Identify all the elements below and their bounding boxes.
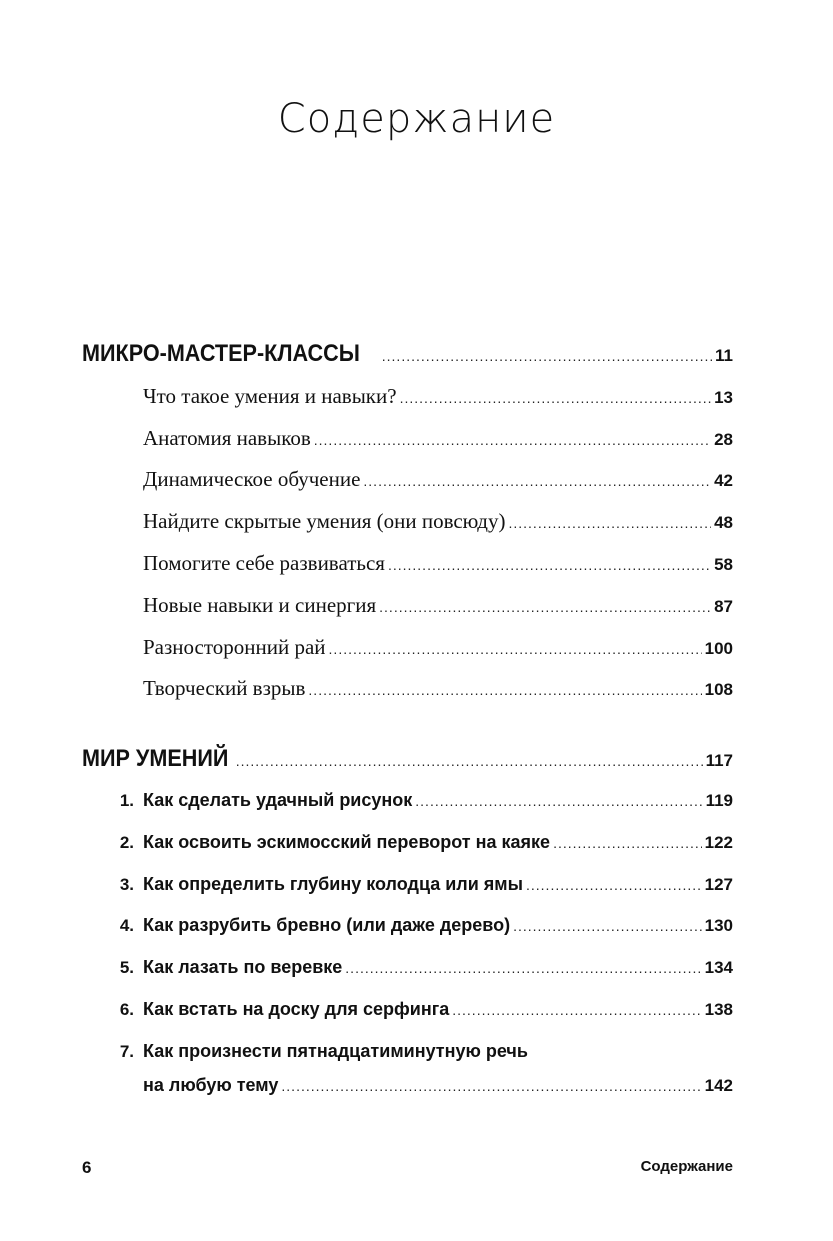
dot-leader (526, 877, 702, 893)
toc-item[interactable] (143, 551, 733, 576)
item-number: 4. (119, 916, 134, 935)
toc-item-title: Анатомия навыков (143, 426, 311, 450)
page-number: 13 (714, 388, 733, 407)
toc-item-title: Новые навыки и синергия (143, 593, 377, 617)
toc-item[interactable] (143, 635, 733, 660)
toc-item-title: Как лазать по веревке (143, 957, 343, 977)
toc-item-title: Как встать на доску для серфинга (143, 999, 450, 1019)
toc-item-title: Как освоить эскимосский переворот на каяке (143, 832, 551, 852)
page-number: 138 (704, 1000, 733, 1019)
toc-item[interactable] (143, 874, 733, 895)
dot-leader (400, 390, 712, 406)
page-number: 130 (704, 916, 733, 935)
toc-section[interactable] (82, 340, 733, 368)
toc-item-title: Как определить глубину колодца или ямы (143, 874, 523, 894)
page-number: 108 (704, 680, 733, 699)
page-number: 122 (704, 833, 733, 852)
toc-item-title: Найдите скрытые умения (они повсюду) (143, 509, 506, 533)
toc-item-title: Творческий взрыв (143, 676, 306, 700)
dot-leader (508, 515, 711, 531)
item-number: 6. (119, 1000, 134, 1019)
dot-leader (236, 753, 703, 769)
toc-item-title-line1[interactable]: Как произнести пятнадцатиминутную речь (143, 1041, 528, 1061)
toc-item[interactable] (143, 509, 733, 534)
dot-leader (314, 432, 711, 448)
dot-leader (553, 835, 702, 851)
page-number: 100 (704, 639, 733, 658)
section-title: МИР УМЕНИЙ (82, 745, 229, 772)
toc-item[interactable] (143, 384, 733, 409)
toc-item[interactable] (143, 467, 733, 492)
dot-leader (452, 1002, 701, 1018)
page-number: 42 (714, 471, 733, 490)
toc-item-title: Как сделать удачный рисунок (143, 790, 413, 810)
page-number: 58 (714, 555, 733, 574)
toc-item[interactable] (143, 593, 733, 618)
toc-item-title: Разносторонний рай (143, 635, 326, 659)
dot-leader (388, 557, 711, 573)
toc-item[interactable] (143, 915, 733, 936)
dot-leader (363, 473, 711, 489)
toc-item[interactable] (143, 426, 733, 451)
page-number: 142 (704, 1076, 733, 1095)
dot-leader (281, 1078, 701, 1094)
toc-section[interactable] (82, 745, 733, 773)
toc-item[interactable] (143, 676, 733, 701)
page-number: 87 (714, 597, 733, 616)
item-number: 3. (119, 875, 134, 894)
toc-item-title: Что такое умения и навыки? (143, 384, 397, 408)
dot-leader (382, 348, 712, 364)
toc-item-title: Как разрубить бревно (или даже дерево) (143, 915, 511, 935)
dot-leader (415, 793, 702, 809)
toc-item-title: Динамическое обучение (143, 467, 361, 491)
page-number: 48 (714, 513, 733, 532)
item-number: 1. (119, 791, 134, 810)
dot-leader (329, 641, 702, 657)
dot-leader (379, 599, 711, 615)
section-title: МИКРО-МАСТЕР-КЛАССЫ (82, 340, 360, 367)
toc-item-title: на любую тему (143, 1075, 279, 1095)
footer-page-number: 6 (82, 1158, 92, 1177)
page-number: 119 (705, 791, 733, 810)
toc-item[interactable] (143, 1075, 733, 1096)
dot-leader (513, 918, 702, 934)
item-number: 2. (119, 833, 134, 852)
page-number: 127 (704, 875, 733, 894)
toc-item[interactable] (143, 790, 733, 811)
page-number: 11 (715, 346, 733, 365)
item-number: 7. (119, 1042, 134, 1061)
page-title: Содержание (277, 96, 556, 142)
footer-running-title: Содержание (640, 1158, 733, 1175)
page-number: 28 (714, 430, 733, 449)
dot-leader (308, 682, 701, 698)
toc-item-title: Помогите себе развиваться (143, 551, 385, 575)
dot-leader (345, 960, 701, 976)
item-number: 5. (119, 958, 134, 977)
page-number: 117 (705, 751, 733, 770)
toc-item[interactable] (143, 832, 733, 853)
page-number: 134 (704, 958, 733, 977)
toc-item[interactable] (143, 999, 733, 1020)
toc-item[interactable] (143, 957, 733, 978)
